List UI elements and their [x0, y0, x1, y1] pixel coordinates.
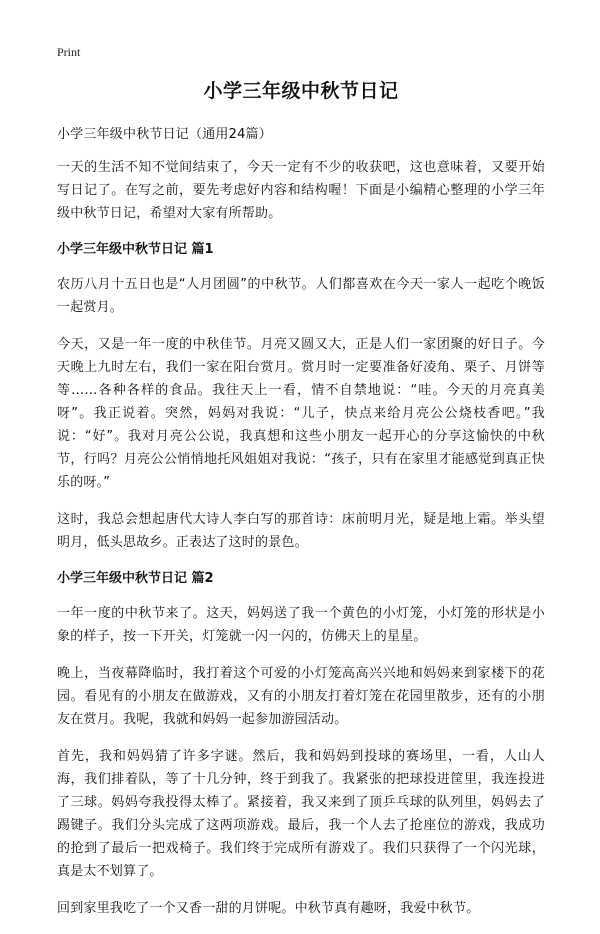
section-2-paragraph-3: 首先，我和妈妈猜了许多字谜。然后，我和妈妈到投球的赛场里，一看，人山人海，我们排着队，等了十几分钟，终于到我了。我紧张的把球投进筐里，我连投进了三球。妈妈夸我投得太棒了。紧接着，我又来到了顶乒乓球的队列里，妈妈去了踢键子。我们分头完成了这两项游戏。最后，我一个人去了抢座位的游戏，我成功的抢到了最后一把戏椅子。我们终于完成所有游戏了。我们只获得了一个闪光球，真是太不划算了。 — [57, 749, 545, 879]
section-2-paragraph-4: 回到家里我吃了一个又香一甜的月饼呢。中秋节真有趣呀，我爱中秋节。 — [57, 901, 480, 916]
section-1-paragraph-1: 农历八月十五日也是“人月团圆”的中秋节。人们都喜欢在今天一家人一起吃个晚饭一起赏月。 — [57, 277, 545, 315]
section-heading-1: 小学三年级中秋节日记 篇1 — [57, 242, 214, 257]
intro-paragraph: 一天的生活不知不觉间结束了，今天一定有不少的收获吧，这也意味着，又要开始写日记了。在写之前，要先考虑好内容和结构喔！下面是小编精心整理的小学三年级中秋节日记，希望对大家有所帮助。 — [57, 160, 545, 221]
print-link[interactable]: Print — [57, 45, 81, 59]
section-1-paragraph-3: 这时，我总会想起唐代大诗人李白写的那首诗：床前明月光，疑是地上霜。举头望明月，低头思故乡。正表达了这时的景色。 — [57, 512, 545, 550]
page-title: 小学三年级中秋节日记 — [203, 80, 399, 102]
section-1-paragraph-2: 今天，又是一年一度的中秋佳节。月亮又圆又大，正是人们一家团聚的好日子。今天晚上九时左右，我们一家在阳台赏月。赏月时一定要准备好凌角、栗子、月饼等等……各种各样的食品。我往天上一看，情不自禁地说：“哇。今天的月亮真美呀”。我正说着。突然，妈妈对我说：“儿子，快点来给月亮公公烧枝香吧。”我说：“好”。我对月亮公公说，我真想和这些小朋友一起开心的分享这愉快的中秋节，行吗？月亮公公悄悄地托风姐姐对我说：“孩子，只有在家里才能感觉到真正快乐的呀。” — [57, 337, 545, 490]
section-heading-2: 小学三年级中秋节日记 篇2 — [57, 571, 214, 586]
section-2-paragraph-1: 一年一度的中秋节来了。这天，妈妈送了我一个黄色的小灯笼，小灯笼的形状是小象的样子，按一下开关，灯笼就一闪一闪的，仿佛天上的星星。 — [57, 606, 545, 644]
document-page — [57, 76, 545, 934]
section-2-paragraph-2: 晚上，当夜幕降临时，我打着这个可爱的小灯笼高高兴兴地和妈妈来到家楼下的花园。看见有的小朋友在做游戏，又有的小朋友打着灯笼在花园里散步，还有的小朋友在赏月。我呢，我就和妈妈一起参加游园活动。 — [57, 666, 545, 727]
subtitle: 小学三年级中秋节日记（通用24篇） — [57, 127, 272, 142]
